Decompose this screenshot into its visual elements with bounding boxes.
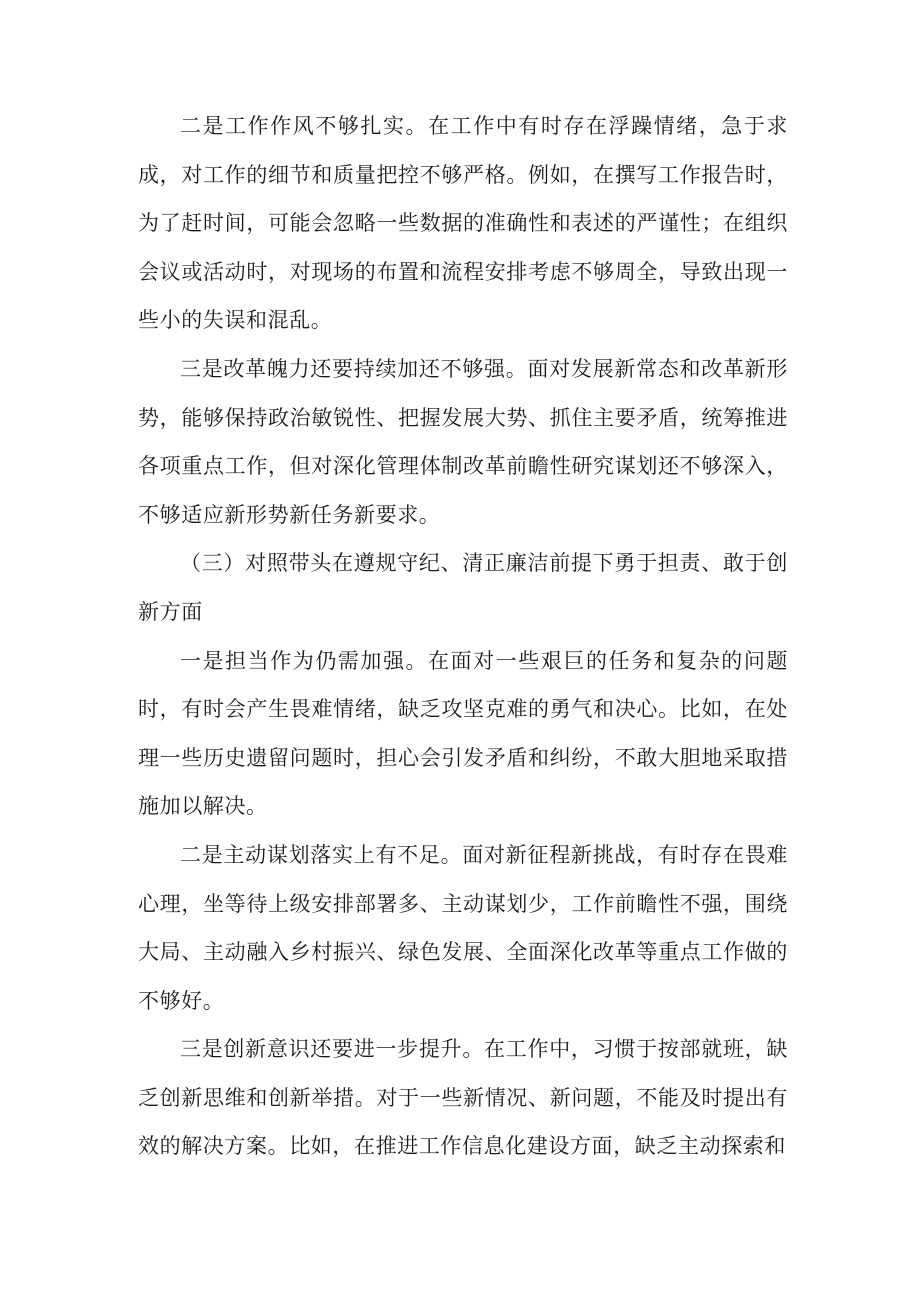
paragraph-planning: 二是主动谋划落实上有不足。面对新征程新挑战，有时存在畏难心理，坐等待上级安排部署多、主动谋划少，工作前瞻性不强，围绕大局、主动融入乡村振兴、绿色发展、全面深化改革等重点工作做的不够好。 [138, 842, 788, 1013]
document-body [138, 102, 788, 1171]
paragraph-innovation: 三是创新意识还要进一步提升。在工作中，习惯于按部就班，缺乏创新思维和创新举措。对于一些新情况、新问题，不能及时提出有效的解决方案。比如，在推进工作信息化建设方面，缺乏主动探索和 [138, 1037, 788, 1159]
paragraph-work-style: 二是工作作风不够扎实。在工作中有时存在浮躁情绪，急于求成，对工作的细节和质量把控不够严格。例如，在撰写工作报告时，为了赶时间，可能会忽略一些数据的准确性和表述的严谨性；在组织会议或活动时，对现场的布置和流程安排考虑不够周全，导致出现一些小的失误和混乱。 [138, 114, 788, 333]
paragraph-reform-courage: 三是改革魄力还要持续加还不够强。面对发展新常态和改革新形势，能够保持政治敏锐性、把握发展大势、抓住主要矛盾，统筹推进各项重点工作，但对深化管理体制改革前瞻性研究谋划还不够深入，不够适应新形势新任务新要求。 [138, 356, 788, 527]
paragraph-responsibility: 一是担当作为仍需加强。在面对一些艰巨的任务和复杂的问题时，有时会产生畏难情绪，缺乏攻坚克难的勇气和决心。比如，在处理一些历史遗留问题时，担心会引发矛盾和纠纷，不敢大胆地采取措施加以解决。 [138, 648, 788, 819]
section-heading-three: （三）对照带头在遵规守纪、清正廉洁前提下勇于担责、敢于创新方面 [138, 551, 788, 624]
